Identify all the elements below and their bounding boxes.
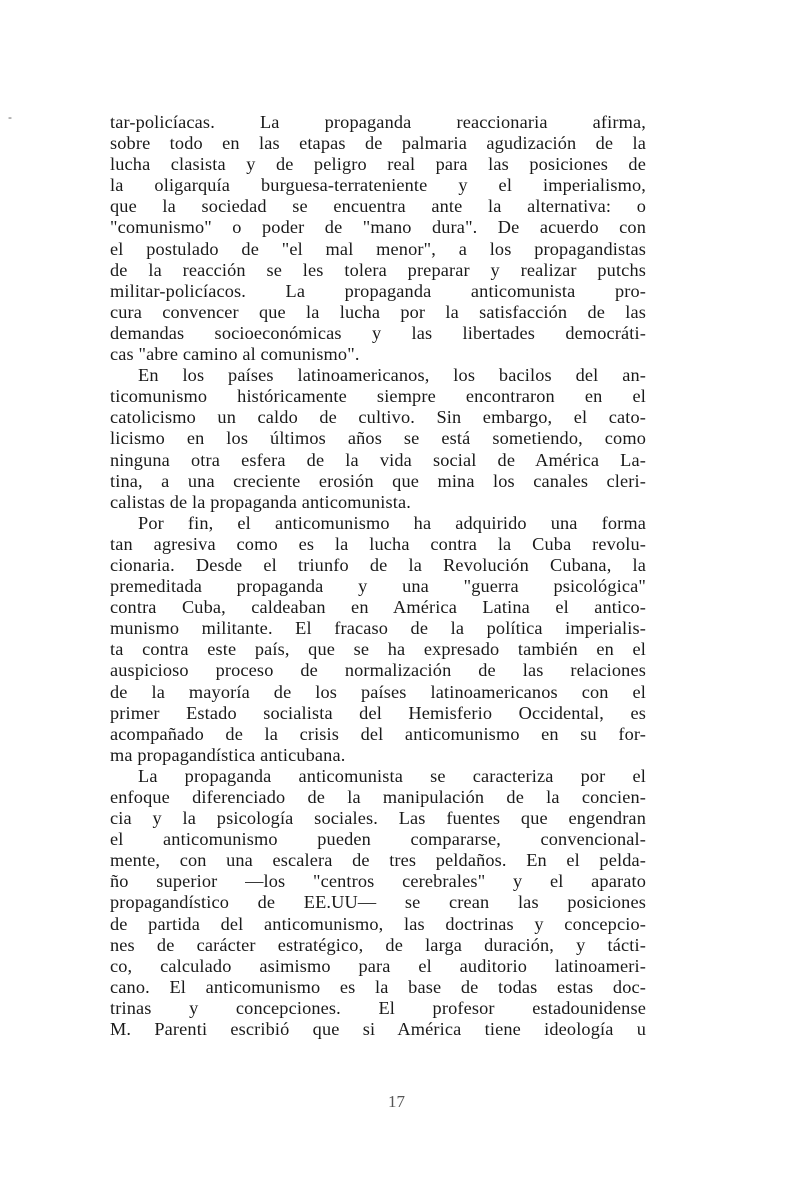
text-line: sobre todo en las etapas de palmaria agudización de la	[110, 133, 646, 154]
text-line: premeditada propaganda y una "guerra psicológica"	[110, 576, 646, 597]
text-line: calistas de la propaganda anticomunista.	[110, 491, 411, 512]
text-line: de la mayoría de los países latinoamericanos con el	[110, 681, 646, 702]
text-line: lucha clasista y de peligro real para las posiciones de	[110, 154, 646, 175]
text-line: munismo militante. El fracaso de la política imperialis-	[110, 618, 646, 639]
text-line: cura convencer que la lucha por la satisfacción de las	[110, 301, 646, 322]
text-line: la oligarquía burguesa-terrateniente y el imperialismo,	[110, 175, 646, 196]
text-line: co, calculado asimismo para el auditorio latinoameri-	[110, 955, 646, 976]
text-line: tar-policíacas. La propaganda reaccionaria afirma,	[110, 112, 646, 132]
text-line: ta contra este país, que se ha expresado también en el	[110, 639, 646, 660]
text-line: M. Parenti escribió que si América tiene ideología u	[110, 1019, 646, 1040]
text-line: demandas socioeconómicas y las libertades democráti-	[110, 322, 646, 343]
text-line: acompañado de la crisis del anticomunismo en su for-	[110, 723, 646, 744]
text-line: ninguna otra esfera de la vida social de América La-	[110, 449, 646, 470]
text-line: En los países latinoamericanos, los bacilos del an-	[138, 365, 646, 386]
text-line: catolicismo un caldo de cultivo. Sin embargo, el cato-	[110, 407, 646, 428]
text-line: ño superior —los "centros cerebrales" y el aparato	[110, 871, 646, 892]
text-line: auspicioso proceso de normalización de las relaciones	[110, 660, 646, 681]
text-line: mente, con una escalera de tres peldaños. En el pelda-	[110, 850, 646, 871]
text-line: cano. El anticomunismo es la base de todas estas doc-	[110, 976, 646, 997]
text-line: de partida del anticomunismo, las doctrinas y concepcio-	[110, 913, 646, 934]
text-line: ma propagandística anticubana.	[110, 744, 346, 765]
text-line: cionaria. Desde el triunfo de la Revolución Cubana, la	[110, 554, 646, 575]
text-line: propagandístico de EE.UU— se crean las posiciones	[110, 892, 646, 913]
text-line: enfoque diferenciado de la manipulación de la concien-	[110, 787, 646, 807]
text-line: de la reacción se les tolera preparar y realizar putchs	[110, 259, 646, 280]
text-line: tina, a una creciente erosión que mina los canales cleri-	[110, 470, 646, 491]
text-line: primer Estado socialista del Hemisferio Occidental, es	[110, 702, 646, 723]
text-line: ticomunismo históricamente siempre encontraron en el	[110, 386, 646, 407]
body-text	[110, 112, 646, 1040]
text-line: cia y la psicología sociales. Las fuentes que engendran	[110, 808, 646, 829]
text-line: cas "abre camino al comunismo".	[110, 344, 360, 365]
page-number: 17	[388, 1092, 405, 1111]
text-line: contra Cuba, caldeaban en América Latina el antico-	[110, 597, 646, 618]
text-line: trinas y concepciones. El profesor estadounidense	[110, 997, 646, 1018]
text-line: La propaganda anticomunista se caracteriza por el	[138, 765, 646, 786]
text-line: que la sociedad se encuentra ante la alternativa: o	[110, 196, 646, 217]
text-line: licismo en los últimos años se está sometiendo, como	[110, 428, 646, 449]
text-line: Por fin, el anticomunismo ha adquirido una forma	[138, 512, 646, 533]
text-line: militar-policíacos. La propaganda anticomunista pro-	[110, 280, 646, 301]
text-line: tan agresiva como es la lucha contra la Cuba revolu-	[110, 533, 646, 554]
text-line: "comunismo" o poder de "mano dura". De acuerdo con	[110, 217, 646, 238]
margin-mark: -	[8, 110, 12, 124]
text-line: nes de carácter estratégico, de larga duración, y tácti-	[110, 934, 646, 955]
text-line: el postulado de "el mal menor", a los propagandistas	[110, 238, 646, 259]
text-line: el anticomunismo pueden compararse, convencional-	[110, 829, 646, 850]
